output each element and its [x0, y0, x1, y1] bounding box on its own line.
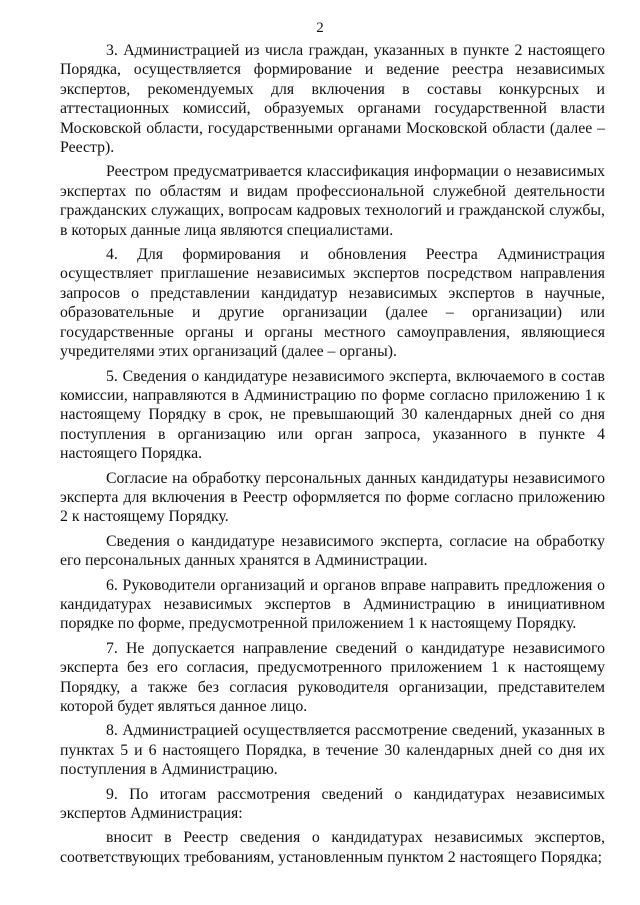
paragraph-8: 8. Администрацией осуществляется рассмотрение сведений, указанных в пунктах 5 и 6 настоящего Порядка, в течение 30 календарных дней со дня их поступления в Администрацию.: [60, 722, 605, 779]
paragraph-5: 5. Сведения о кандидатуре независимого эксперта, включаемого в состав комиссии, направляются в Администрацию по форме согласно приложению 1 к настоящему Порядку в срок, не превышающий 30 календарных дней со дня поступления в организацию или орган запроса, указанного в пункте 4 настоящего Порядка.: [60, 367, 605, 463]
paragraph-consent: Согласие на обработку персональных данных кандидатуры независимого эксперта для включения в Реестр оформляется по форме согласно приложению 2 к настоящему Порядку.: [60, 469, 605, 526]
paragraph-9: 9. По итогам рассмотрения сведений о кандидатурах независимых экспертов Администрация:: [60, 785, 605, 823]
paragraph-7: 7. Не допускается направление сведений о кандидатуре независимого эксперта без его согласия, предусмотренного приложением 1 к настоящему Порядку, а также без согласия руководителя организации, представителем которой будет являться данное лицо.: [60, 639, 605, 715]
paragraph-4: 4. Для формирования и обновления Реестра Администрация осуществляет приглашение независимых экспертов посредством направления запросов о представлении кандидатур независимых экспертов в научные, образовательные и другие организации (далее – организации) или государственные органы и органы местного самоуправления, являющиеся учредителями этих организаций (далее – органы).: [60, 246, 605, 361]
paragraph-3: 3. Администрацией из числа граждан, указанных в пункте 2 настоящего Порядка, осуществляется формирование и ведение реестра независимых экспертов, рекомендуемых для включения в составы конкурсных и аттестационных комиссий, образуемых органами государственной власти Московской области, государственными органами Московской области (далее – Реестр).: [60, 42, 605, 157]
page-number: 2: [316, 20, 324, 36]
paragraph-6: 6. Руководители организаций и органов вправе направить предложения о кандидатурах независимых экспертов в Администрацию в инициативном порядке по форме, предусмотренной приложением 1 к настоящему Порядку.: [60, 576, 605, 633]
paragraph-storage: Сведения о кандидатуре независимого эксперта, согласие на обработку его персональных данных хранятся в Администрации.: [60, 532, 605, 570]
paragraph-9-item-1: вносит в Реестр сведения о кандидатурах независимых экспертов, соответствующих требованиям, установленным пунктом 2 настоящего Порядка;: [60, 829, 605, 866]
document-body: [60, 41, 605, 872]
paragraph-registry-classification: Реестром предусматривается классификация информации о независимых экспертах по областям и видам профессиональной служебной деятельности гражданских служащих, вопросам кадровых технологий и гражданской службы, в которых данные лица являются специалистами.: [60, 163, 605, 239]
